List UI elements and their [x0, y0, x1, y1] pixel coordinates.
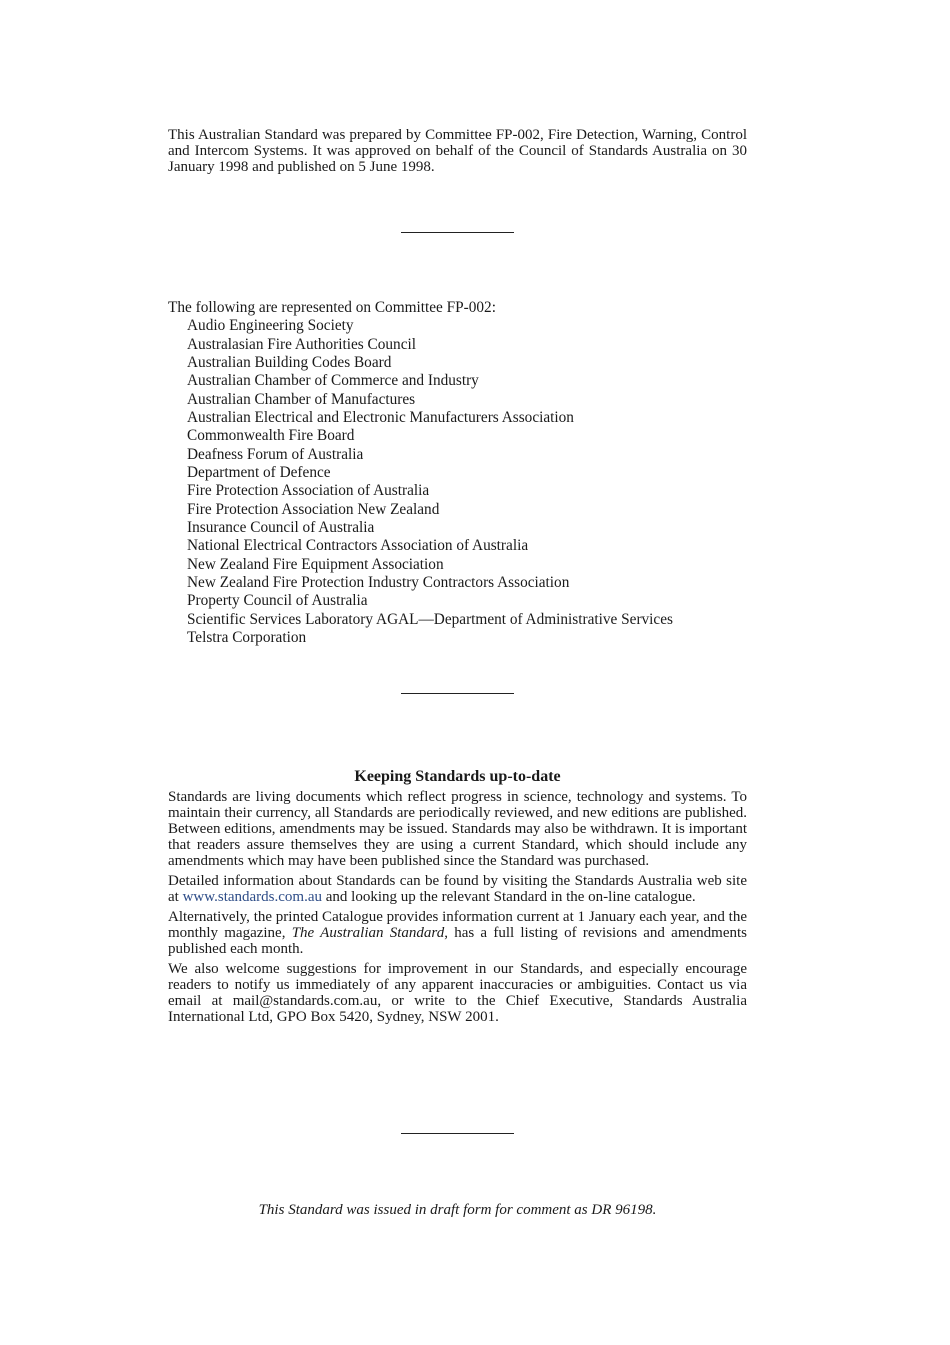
member-item: Australian Chamber of Commerce and Industry	[187, 372, 479, 390]
magazine-title: The Australian Standard	[291, 925, 445, 941]
keeping-paragraph-4: We also welcome suggestions for improvement in our Standards, and especially encourage readers to notify us immediately of any apparent inaccuracies or ambiguities. Contact us via email at mail@standards.com.au, or write to the Chief Executive, Standards Australia International Ltd, GPO Box 5420, Sydney, NSW 2001.	[168, 961, 747, 1025]
committee-intro: The following are represented on Committee FP-002:	[168, 299, 496, 316]
member-item: Australian Electrical and Electronic Manufacturers Association	[187, 409, 574, 427]
draft-note: This Standard was issued in draft form for comment as DR 96198.	[258, 1202, 657, 1218]
section-divider-2	[401, 693, 514, 694]
member-item: Australasian Fire Authorities Council	[187, 335, 416, 353]
preface-paragraph	[168, 127, 747, 175]
member-item: Deafness Forum of Australia	[187, 445, 364, 463]
keeping-paragraph-2	[168, 873, 747, 905]
member-item: Telstra Corporation	[187, 629, 307, 647]
keeping-heading: Keeping Standards up-to-date	[354, 768, 561, 785]
para3-text-before: Alternatively, the printed Catalogue provides information current at 1 January each year, and the monthly magazine,	[168, 909, 747, 941]
para2-text-after: and looking up the relevant Standard in the on-line catalogue.	[322, 889, 696, 905]
member-item: Fire Protection Association of Australia	[187, 482, 430, 500]
keeping-paragraph-1: Standards are living documents which reflect progress in science, technology and systems. To maintain their currency, all Standards are periodically reviewed, and new editions are published. Between editions, amendments may be issued. Standards may also be withdrawn. It is important that readers assure themselves they are using a current Standard, which should include any amendments which may have been published since the Standard was purchased.	[168, 789, 747, 869]
member-item: Insurance Council of Australia	[187, 519, 375, 537]
para3-text-after: , has a full listing of revisions and amendments published each month.	[168, 925, 747, 957]
section-divider-1	[401, 232, 514, 233]
member-item: Australian Building Codes Board	[187, 353, 392, 371]
committee-member-list	[168, 317, 747, 647]
para2-text-before: Detailed information about Standards can be found by visiting the Standards Australia web site at	[168, 873, 747, 905]
member-item: Australian Chamber of Manufactures	[187, 390, 416, 408]
member-item: Fire Protection Association New Zealand	[187, 500, 440, 518]
keeping-paragraph-3	[168, 909, 747, 957]
member-item: Audio Engineering Society	[187, 317, 354, 335]
keeping-standards-section	[168, 768, 747, 1029]
member-item: New Zealand Fire Protection Industry Contractors Association	[187, 574, 570, 592]
preface-text: This Australian Standard was prepared by Committee FP-002, Fire Detection, Warning, Control and Intercom Systems. It was approved on behalf of the Council of Standards Australia on 30 January 1998 and published on 5 June 1998.	[168, 127, 747, 175]
member-item: Scientific Services Laboratory AGAL—Department of Administrative Services	[187, 610, 673, 628]
committee-section	[168, 299, 747, 647]
section-divider-3	[401, 1133, 514, 1134]
member-item: National Electrical Contractors Association of Australia	[187, 537, 529, 555]
standards-website-link[interactable]: www.standards.com.au	[182, 889, 322, 905]
member-item: Department of Defence	[187, 464, 331, 482]
member-item: Commonwealth Fire Board	[187, 427, 355, 445]
member-item: New Zealand Fire Equipment Association	[187, 555, 444, 573]
member-item: Property Council of Australia	[187, 592, 368, 610]
